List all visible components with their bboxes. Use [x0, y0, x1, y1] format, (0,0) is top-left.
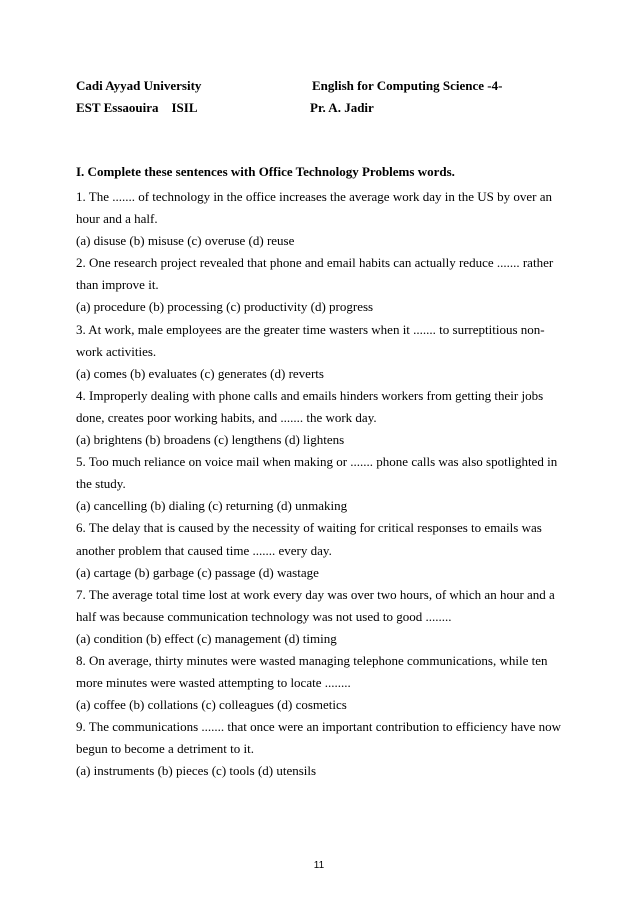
question-2-options: (a) procedure (b) processing (c) productivity (d) progress — [76, 299, 374, 315]
question-7-line-1: 7. The average total time lost at work every day was over two hours, of which an hour and a — [76, 586, 555, 602]
question-3-line-1: 3. At work, male employees are the greater time wasters when it ....... to surreptitious non- — [76, 321, 545, 337]
question-5-options: (a) cancelling (b) dialing (c) returning (d) unmaking — [76, 498, 348, 514]
question-8-options: (a) coffee (b) collations (c) colleagues (d) cosmetics — [76, 697, 347, 713]
question-7-options: (a) condition (b) effect (c) management (d) timing — [76, 630, 337, 646]
professor-name: Pr. A. Jadir — [310, 100, 374, 115]
question-3-line-2: work activities. — [76, 343, 157, 359]
question-4-line-2: done, creates poor working habits, and ....... the work day. — [76, 409, 377, 425]
question-6-line-1: 6. The delay that is caused by the necessity of waiting for critical responses to emails was — [76, 520, 542, 536]
question-6-options: (a) cartage (b) garbage (c) passage (d) wastage — [76, 564, 319, 580]
question-1-line-2: hour and a half. — [76, 211, 158, 227]
question-9-line-2: begun to become a detriment to it. — [76, 741, 254, 757]
section-heading: I. Complete these sentences with Office Technology Problems words. — [76, 164, 455, 179]
question-1-options: (a) disuse (b) misuse (c) overuse (d) reuse — [76, 233, 295, 249]
question-1-line-1: 1. The ....... of technology in the office increases the average work day in the US by over an — [76, 189, 553, 204]
question-list — [76, 186, 566, 783]
question-2-line-1: 2. One research project revealed that phone and email habits can actually reduce ....... rather — [76, 255, 554, 271]
university-name: Cadi Ayyad University — [76, 78, 202, 93]
question-3-options: (a) comes (b) evaluates (c) generates (d) reverts — [76, 365, 324, 381]
question-5-line-1: 5. Too much reliance on voice mail when making or ....... phone calls was also spotlighted in — [76, 454, 558, 470]
question-4-options: (a) brightens (b) broadens (c) lengthens (d) lightens — [76, 432, 345, 448]
school-name: EST Essaouira ISIL — [76, 100, 198, 115]
question-8-line-2: more minutes were wasted attempting to locate ........ — [76, 675, 351, 691]
page-number: 11 — [313, 860, 325, 871]
question-2-line-2: than improve it. — [76, 277, 159, 293]
question-8-line-1: 8. On average, thirty minutes were wasted managing telephone communications, while ten — [76, 652, 548, 668]
question-5-line-2: the study. — [76, 476, 126, 492]
question-6-line-2: another problem that caused time ....... every day. — [76, 542, 332, 558]
question-9-line-1: 9. The communications ....... that once were an important contribution to efficiency have now — [76, 719, 562, 735]
question-4-line-1: 4. Improperly dealing with phone calls and emails hinders workers from getting their jobs — [76, 387, 544, 403]
question-7-line-2: half was because communication technology was not used to good ........ — [76, 608, 452, 624]
question-9-options: (a) instruments (b) pieces (c) tools (d) utensils — [76, 763, 317, 779]
course-title: English for Computing Science -4- — [312, 78, 503, 93]
